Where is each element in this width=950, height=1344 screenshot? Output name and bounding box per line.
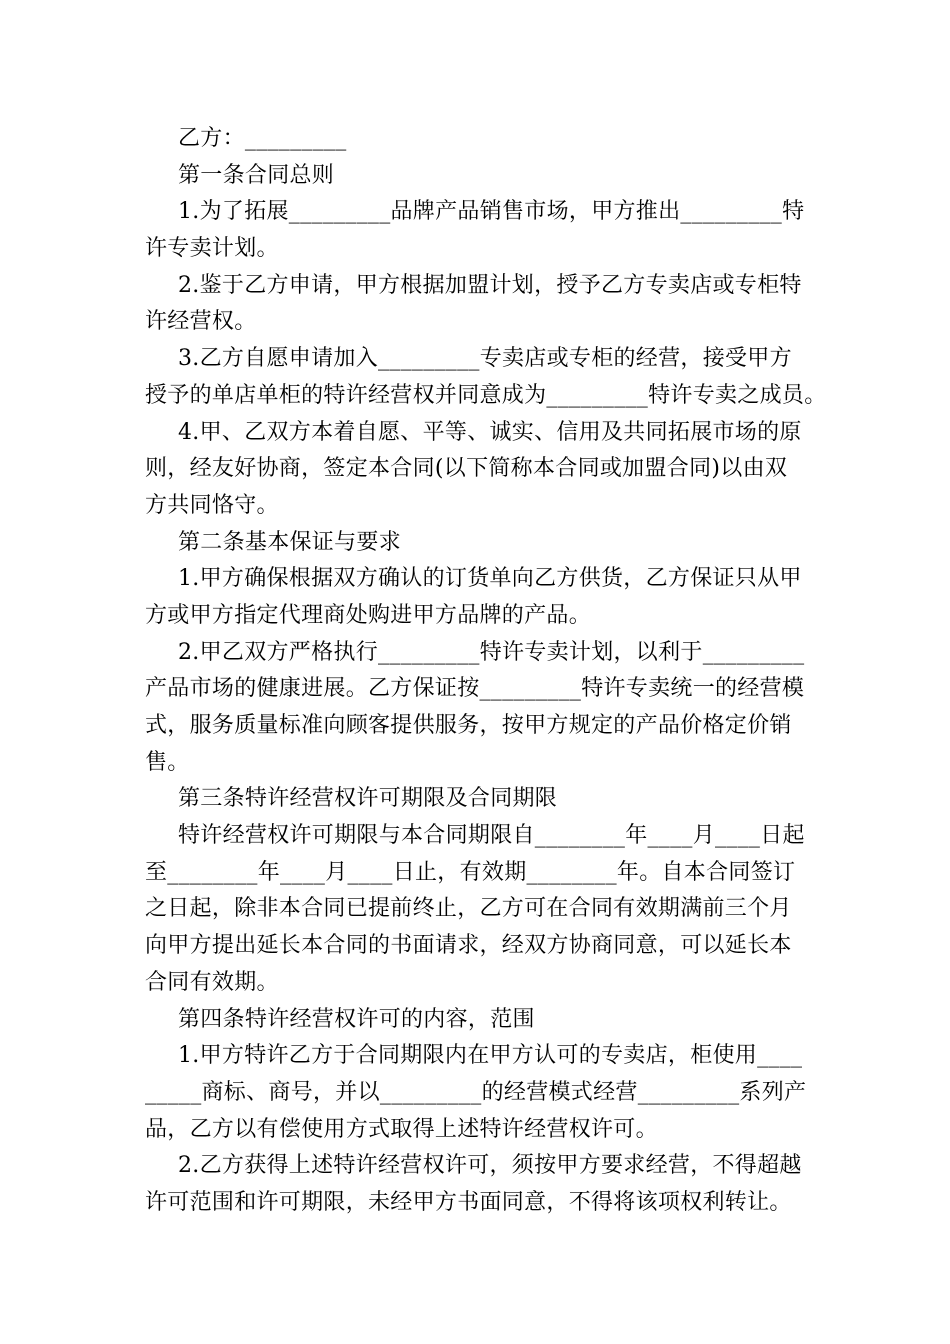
article-4-heading: 第四条特许经营权许可的内容，范围 [178, 1006, 535, 1032]
text-line: 3.乙方自愿申请加入_________专卖店或专柜的经营，接受甲方 [178, 346, 792, 372]
text-line: 2.甲乙双方严格执行_________特许专卖计划，以利于_________ [178, 639, 805, 665]
text-line: 1.为了拓展_________品牌产品销售市场，甲方推出_________特 [178, 199, 805, 225]
party-b-line: 乙方：_________ [178, 126, 347, 151]
article-2-heading: 第二条基本保证与要求 [178, 529, 402, 555]
article-1-heading: 第一条合同总则 [178, 162, 335, 188]
article-3-heading: 第三条特许经营权许可期限及合同期限 [178, 786, 558, 812]
text-line: 方或甲方指定代理商处购进甲方品牌的产品。 [145, 602, 592, 628]
text-line: _____商标、商号，并以_________的经营模式经营_________系列产 [145, 1079, 807, 1105]
text-line: 则，经友好协商，签定本合同(以下简称本合同或加盟合同)以由双 [145, 456, 788, 482]
text-line: 合同有效期。 [145, 969, 279, 995]
text-line: 品，乙方以有偿使用方式取得上述特许经营权许可。 [145, 1116, 658, 1142]
text-line: 方共同恪守。 [145, 492, 279, 518]
text-line: 之日起，除非本合同已提前终止，乙方可在合同有效期满前三个月 [145, 896, 792, 922]
text-line: 向甲方提出延长本合同的书面请求，经双方协商同意，可以延长本 [145, 933, 792, 959]
text-line: 授予的单店单柜的特许经营权并同意成为_________特许专卖之成员。 [145, 382, 827, 408]
text-line: 售。 [145, 749, 190, 775]
text-line: 2.乙方获得上述特许经营权许可，须按甲方要求经营，不得超越 [178, 1153, 802, 1179]
text-line: 产品市场的健康进展。乙方保证按_________特许专卖统一的经营模 [145, 676, 805, 702]
text-line: 许专卖计划。 [145, 236, 279, 262]
text-line: 2.鉴于乙方申请，甲方根据加盟计划，授予乙方专卖店或专柜特 [178, 272, 802, 298]
text-line: 特许经营权许可期限与本合同期限自________年____月____日起 [178, 823, 805, 849]
text-line: 1.甲方特许乙方于合同期限内在甲方认可的专卖店，柜使用____ [178, 1043, 803, 1069]
text-line: 4.甲、乙双方本着自愿、平等、诚实、信用及共同拓展市场的原 [178, 419, 802, 445]
document-body [145, 121, 827, 1222]
text-line: 1.甲方确保根据双方确认的订货单向乙方供货，乙方保证只从甲 [178, 566, 802, 592]
text-line: 式，服务质量标准向顾客提供服务，按甲方规定的产品价格定价销 [145, 713, 792, 738]
text-line: 许可范围和许可期限，未经甲方书面同意，不得将该项权利转让。 [145, 1189, 792, 1215]
text-line: 许经营权。 [145, 309, 257, 335]
text-line: 至________年____月____日止，有效期________年。自本合同签订 [145, 859, 796, 885]
